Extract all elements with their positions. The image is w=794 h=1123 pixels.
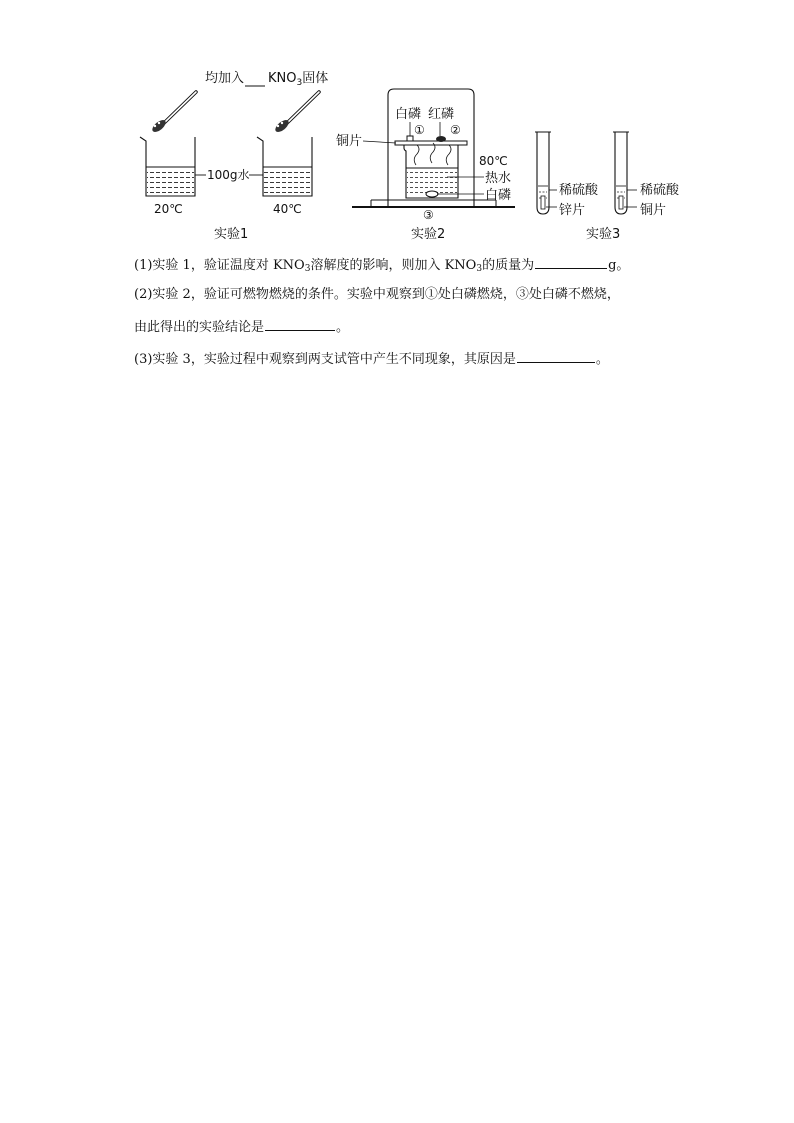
answer-blank-2[interactable]	[265, 318, 335, 331]
temperature-80-label: 80℃	[479, 154, 508, 168]
circle-3-label: ③	[423, 208, 434, 222]
experiment-2	[336, 89, 515, 242]
question-2-line-2: 由此得出的实验结论是 。	[134, 320, 350, 335]
red-phosphorus-label: 红磷	[428, 107, 455, 122]
answer-blank-3[interactable]	[517, 350, 595, 363]
copper-sheet	[395, 141, 467, 145]
acid-left-label: 稀硫酸	[559, 183, 599, 198]
spoon-icon	[273, 92, 319, 134]
question-2-line-1: (2)实验 2，验证可燃物燃烧的条件。实验中观察到①处白磷燃烧，③处白磷不燃烧，	[134, 287, 620, 302]
water-label: 100g水	[207, 168, 250, 182]
temp-20-label: 20℃	[154, 202, 183, 216]
spoon-icon	[150, 92, 196, 134]
circle-2-label: ②	[450, 123, 461, 137]
temp-40-label: 40℃	[273, 202, 302, 216]
answer-blank-1[interactable]	[535, 256, 607, 269]
beaker-40c	[257, 137, 312, 196]
zinc-sheet-label: 锌片	[559, 203, 586, 218]
caption-exp1: 实验1	[214, 227, 249, 242]
experiment-1	[140, 70, 328, 242]
beaker-20c	[140, 137, 195, 196]
caption-exp3: 实验3	[586, 227, 621, 242]
copper-sheet-label: 铜片	[336, 134, 363, 149]
hot-water-label: 热水	[485, 171, 512, 186]
white-phosphorus-label: 白磷	[395, 107, 422, 122]
question-3: (3)实验 3，实验过程中观察到两支试管中产生不同现象，其原因是 。	[134, 352, 609, 367]
copper-sheet-right-label: 铜片	[640, 203, 667, 218]
kno3-label: $KNO_3$固体	[268, 71, 329, 88]
circle-1-label: ①	[414, 123, 425, 137]
caption-exp2: 实验2	[411, 227, 446, 242]
add-prefix-label: 均加入	[205, 71, 245, 86]
question-1: (1)实验 1，验证温度对 $KNO_3$溶解度的影响，则加入 $KNO_3$的质量为 g。	[134, 258, 630, 274]
experiment-figure	[0, 0, 794, 250]
experiment-3	[535, 132, 680, 242]
white-phosphorus-bottom-label: 白磷	[485, 188, 512, 203]
acid-right-label: 稀硫酸	[640, 183, 680, 198]
